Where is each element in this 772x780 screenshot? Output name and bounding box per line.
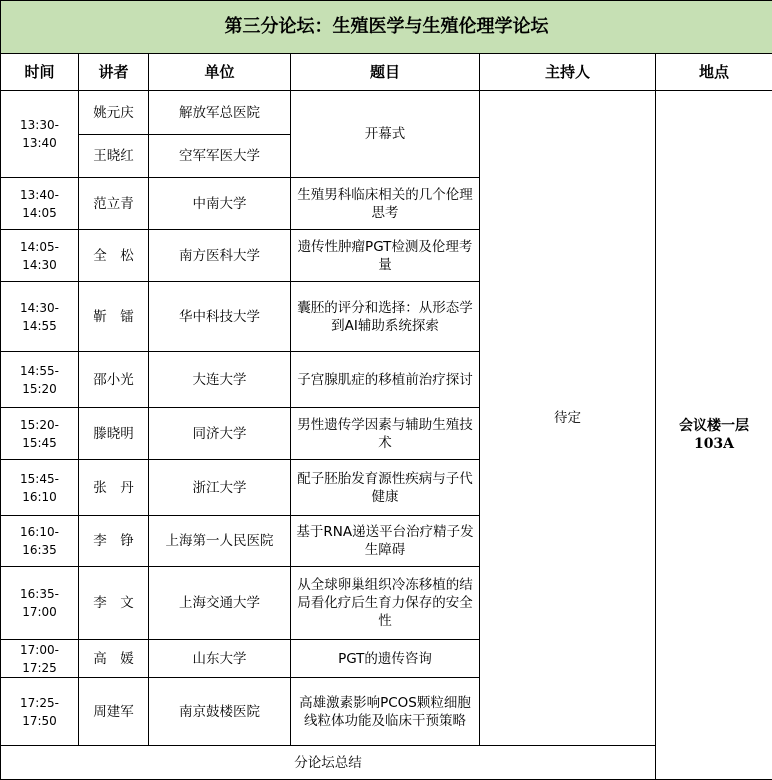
forum-summary: 分论坛总结 bbox=[1, 746, 656, 780]
time-cell: 16:10-16:35 bbox=[1, 516, 79, 567]
time-cell: 14:55-15:20 bbox=[1, 352, 79, 408]
topic-cell: 从全球卵巢组织冷冻移植的结局看化疗后生育力保存的安全性 bbox=[291, 567, 480, 640]
time-cell: 16:35-17:00 bbox=[1, 567, 79, 640]
topic-cell: 开幕式 bbox=[291, 91, 480, 178]
forum-title: 第三分论坛：生殖医学与生殖伦理学论坛 bbox=[1, 1, 772, 54]
unit-cell: 山东大学 bbox=[149, 640, 291, 678]
time-cell: 13:30-13:40 bbox=[1, 91, 79, 178]
unit-cell: 大连大学 bbox=[149, 352, 291, 408]
speaker-cell: 姚元庆 bbox=[79, 91, 149, 135]
time-cell: 17:00-17:25 bbox=[1, 640, 79, 678]
topic-cell: 生殖男科临床相关的几个伦理思考 bbox=[291, 178, 480, 230]
speaker-cell: 高 媛 bbox=[79, 640, 149, 678]
time-cell: 14:05-14:30 bbox=[1, 230, 79, 282]
topic-cell: 遗传性肿瘤PGT检测及伦理考量 bbox=[291, 230, 480, 282]
header-venue: 地点 bbox=[656, 54, 772, 91]
header-row bbox=[1, 54, 772, 91]
header-unit: 单位 bbox=[149, 54, 291, 91]
venue-cell bbox=[656, 91, 772, 780]
host-cell: 待定 bbox=[480, 91, 656, 746]
topic-cell: PGT的遗传咨询 bbox=[291, 640, 480, 678]
speaker-cell: 邵小光 bbox=[79, 352, 149, 408]
speaker-cell: 靳 镭 bbox=[79, 282, 149, 352]
speaker-cell: 范立青 bbox=[79, 178, 149, 230]
speaker-cell: 全 松 bbox=[79, 230, 149, 282]
unit-cell: 同济大学 bbox=[149, 408, 291, 460]
header-speaker: 讲者 bbox=[79, 54, 149, 91]
title-row bbox=[1, 1, 772, 54]
table-row bbox=[1, 91, 772, 135]
unit-cell: 华中科技大学 bbox=[149, 282, 291, 352]
speaker-cell: 张 丹 bbox=[79, 460, 149, 516]
topic-cell: 男性遗传学因素与辅助生殖技术 bbox=[291, 408, 480, 460]
speaker-cell: 李 铮 bbox=[79, 516, 149, 567]
unit-cell: 上海交通大学 bbox=[149, 567, 291, 640]
time-cell: 17:25-17:50 bbox=[1, 678, 79, 746]
speaker-cell: 李 文 bbox=[79, 567, 149, 640]
topic-cell: 囊胚的评分和选择：从形态学到AI辅助系统探索 bbox=[291, 282, 480, 352]
time-cell: 15:45-16:10 bbox=[1, 460, 79, 516]
speaker-cell: 滕晓明 bbox=[79, 408, 149, 460]
topic-cell: 高雄激素影响PCOS颗粒细胞线粒体功能及临床干预策略 bbox=[291, 678, 480, 746]
unit-cell: 中南大学 bbox=[149, 178, 291, 230]
time-cell: 13:40-14:05 bbox=[1, 178, 79, 230]
unit-cell: 浙江大学 bbox=[149, 460, 291, 516]
header-topic: 题目 bbox=[291, 54, 480, 91]
header-time: 时间 bbox=[1, 54, 79, 91]
topic-cell: 配子胚胎发育源性疾病与子代健康 bbox=[291, 460, 480, 516]
header-host: 主持人 bbox=[480, 54, 656, 91]
time-cell: 15:20-15:45 bbox=[1, 408, 79, 460]
unit-cell: 南方医科大学 bbox=[149, 230, 291, 282]
speaker-cell: 周建军 bbox=[79, 678, 149, 746]
time-cell: 14:30-14:55 bbox=[1, 282, 79, 352]
unit-cell: 南京鼓楼医院 bbox=[149, 678, 291, 746]
speaker-cell: 王晓红 bbox=[79, 135, 149, 178]
unit-cell: 空军军医大学 bbox=[149, 135, 291, 178]
topic-cell: 子宫腺肌症的移植前治疗探讨 bbox=[291, 352, 480, 408]
venue-line-1: 会议楼一层 bbox=[679, 418, 749, 434]
unit-cell: 上海第一人民医院 bbox=[149, 516, 291, 567]
topic-cell: 基于RNA递送平台治疗精子发生障碍 bbox=[291, 516, 480, 567]
venue-line-2: 103A bbox=[693, 436, 735, 452]
unit-cell: 解放军总医院 bbox=[149, 91, 291, 135]
